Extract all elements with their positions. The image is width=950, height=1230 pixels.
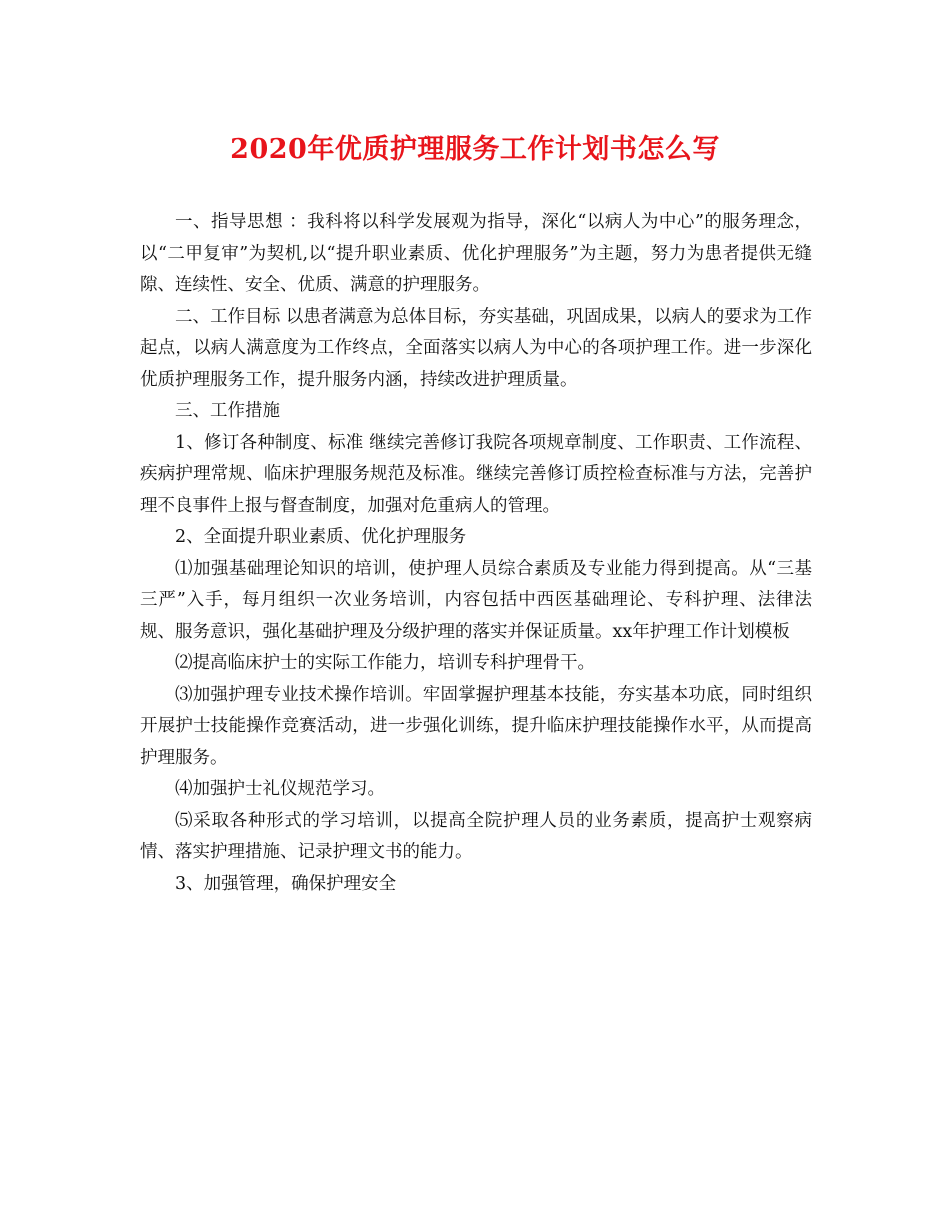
document-body bbox=[140, 207, 812, 900]
paragraph-work-goals: 二、工作目标 以患者满意为总体目标，夯实基础，巩固成果，以病人的要求为工作起点，以病人满意度为工作终点，全面落实以病人为中心的各项护理工作。进一步深化优质护理服务工作，提升服务内涵，持续改进护理质量。 bbox=[140, 306, 812, 390]
paragraph-item-1: ⑴加强基础理论知识的培训，使护理人员综合素质及专业能力得到提高。从“三基三严”入手，每月组织一次业务培训，内容包括中西医基础理论、专科护理、法律法规、服务意识，强化基础护理及分级护理的落实并保证质量。xx年护理工作计划模板 bbox=[140, 558, 812, 642]
paragraph-item-2: ⑵提高临床护士的实际工作能力，培训专科护理骨干。 bbox=[175, 653, 595, 673]
document-title: 2020年优质护理服务工作计划书怎么写 bbox=[230, 134, 720, 165]
paragraph-item-5: ⑸采取各种形式的学习培训，以提高全院护理人员的业务素质，提高护士观察病情、落实护理措施、记录护理文书的能力。 bbox=[140, 810, 812, 862]
paragraph-item-3: ⑶加强护理专业技术操作培训。牢固掌握护理基本技能，夯实基本功底，同时组织开展护士技能操作竞赛活动，进一步强化训练，提升临床护理技能操作水平，从而提高护理服务。 bbox=[140, 684, 812, 768]
paragraph-work-measures-heading: 三、工作措施 bbox=[175, 401, 280, 421]
paragraph-measure-1: 1、修订各种制度、标准 继续完善修订我院各项规章制度、工作职责、工作流程、疾病护理常规、临床护理服务规范及标准。继续完善修订质控检查标准与方法，完善护理不良事件上报与督查制度，加强对危重病人的管理。 bbox=[140, 432, 812, 516]
paragraph-item-4: ⑷加强护士礼仪规范学习。 bbox=[175, 779, 385, 799]
paragraph-measure-3-heading: 3、加强管理，确保护理安全 bbox=[175, 873, 397, 894]
paragraph-guiding-ideology: 一、指导思想 ：我科将以科学发展观为指导，深化“以病人为中心”的服务理念，以“二甲复审”为契机,以“提升职业素质、优化护理服务”为主题，努力为患者提供无缝隙、连续性、安全、优质、满意的护理服务。 bbox=[140, 212, 812, 295]
paragraph-measure-2-heading: 2、全面提升职业素质、优化护理服务 bbox=[175, 527, 467, 547]
